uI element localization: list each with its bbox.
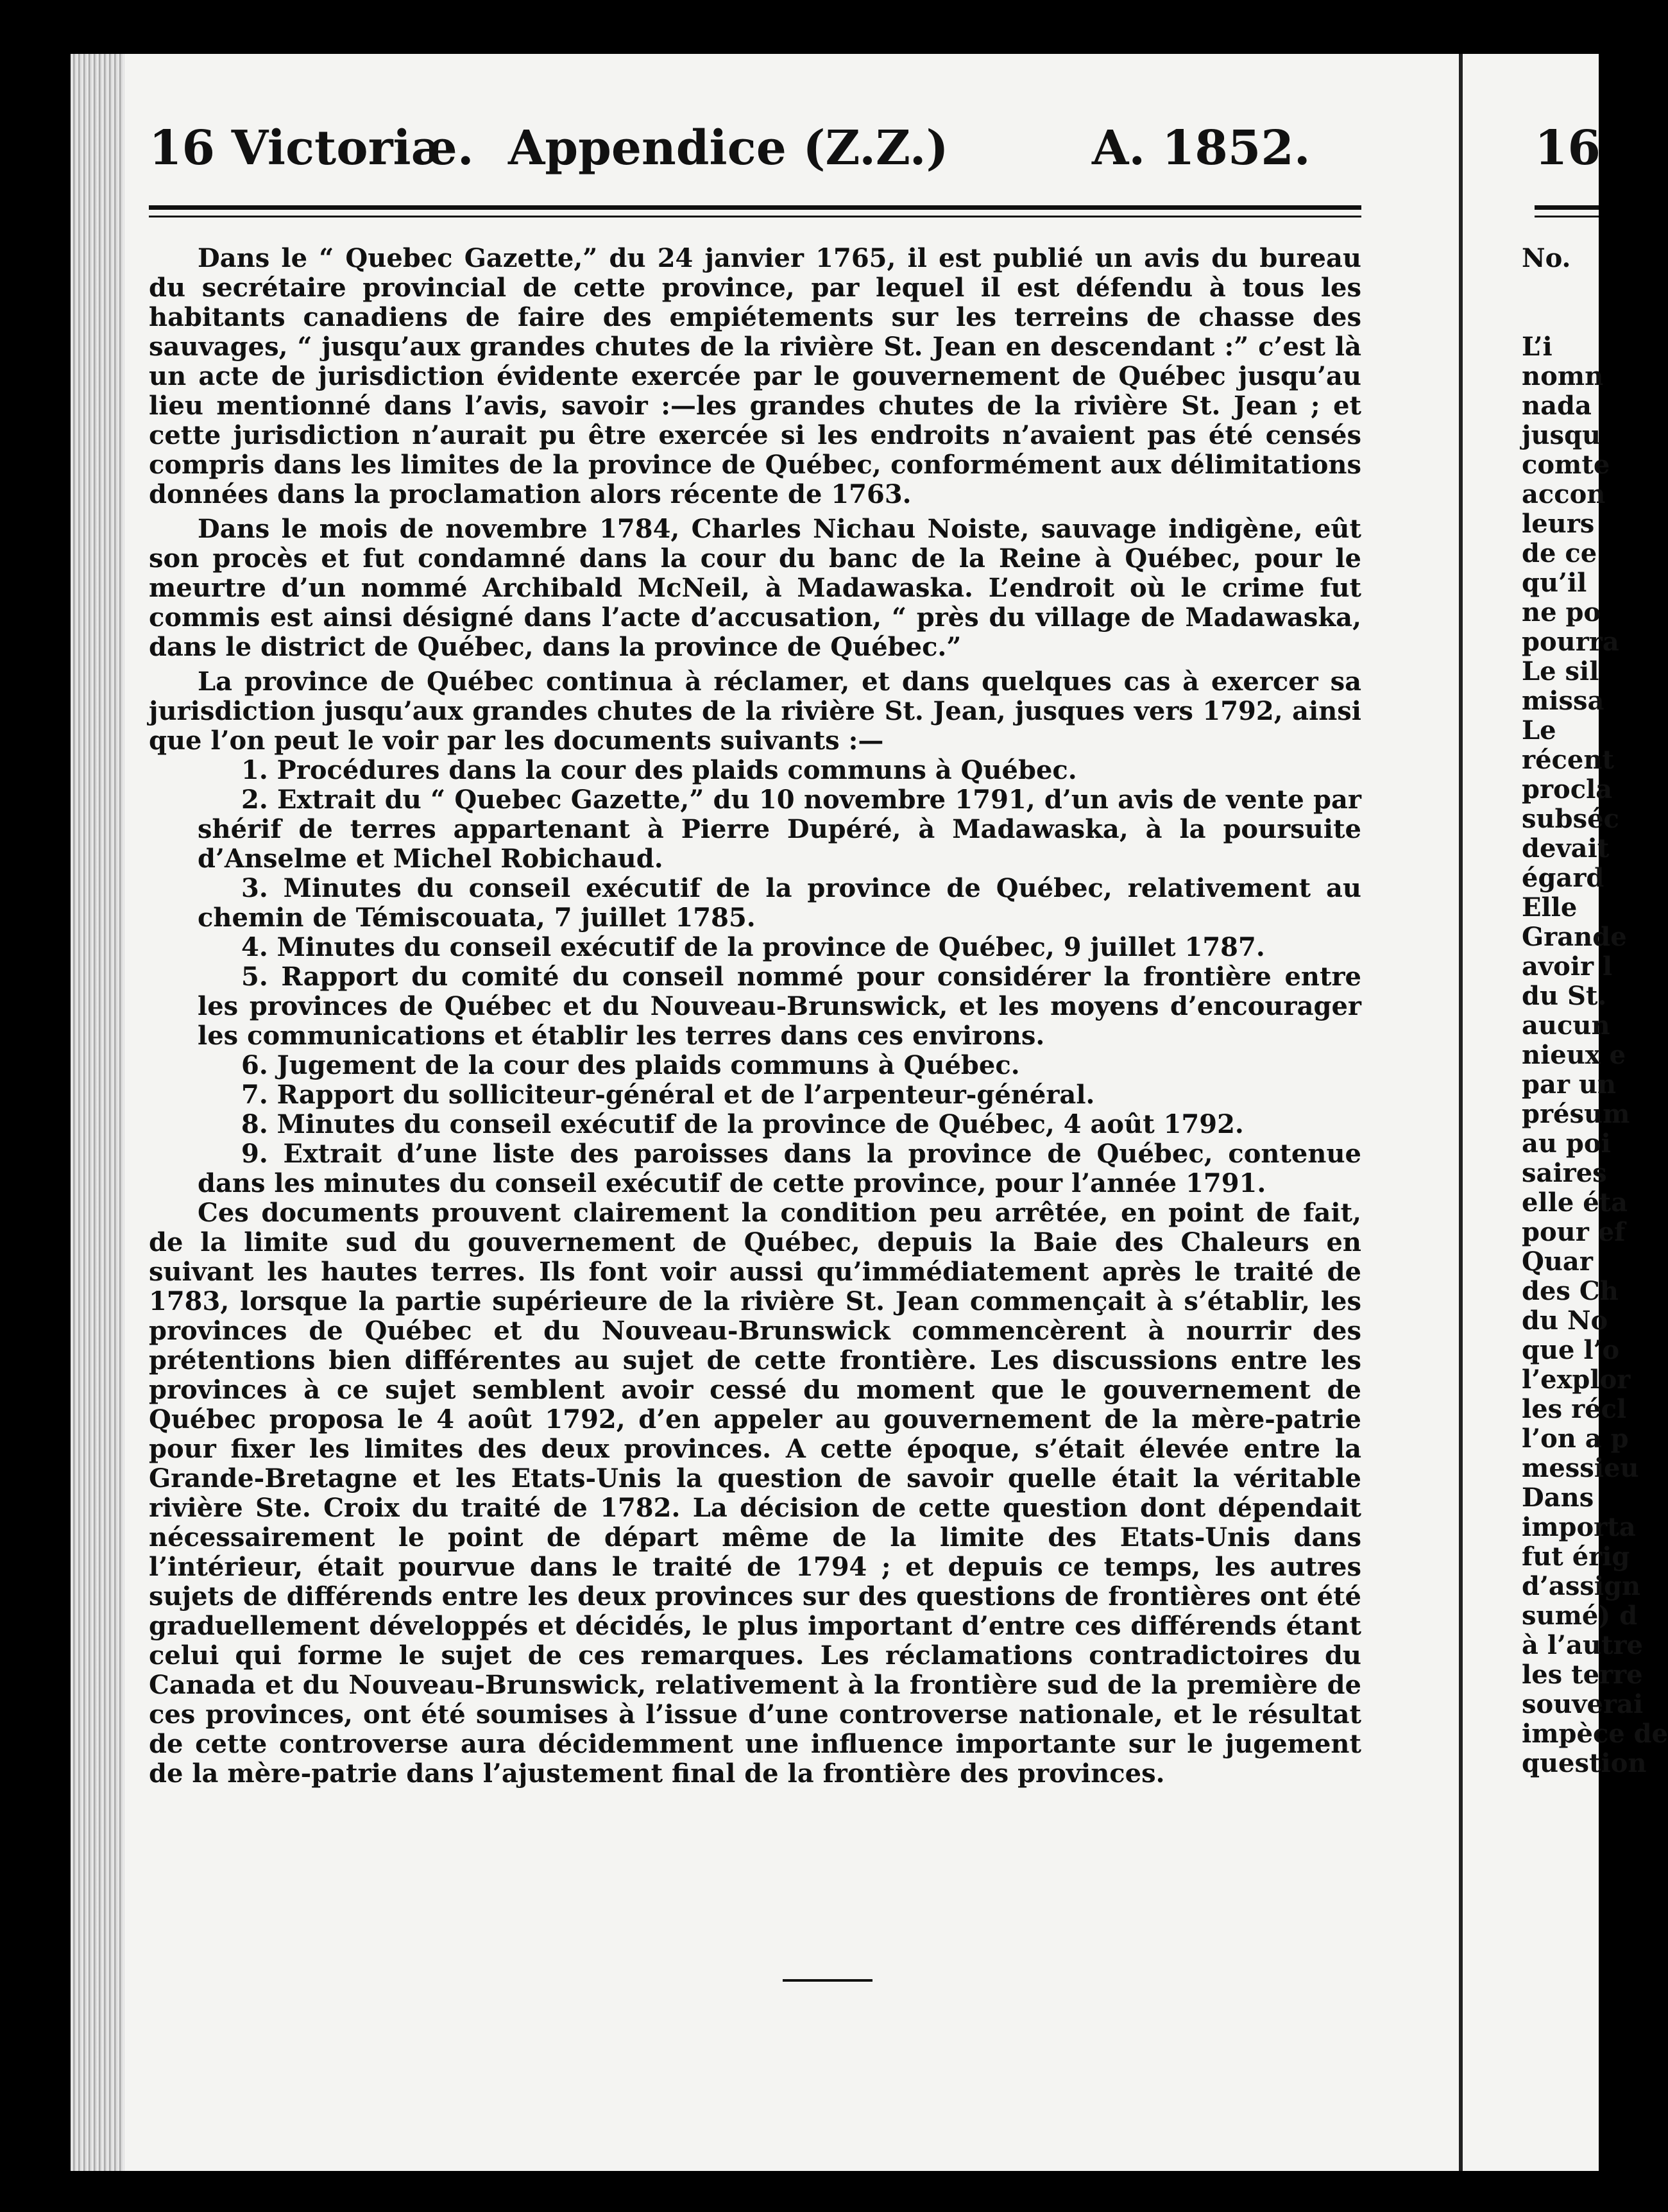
adjacent-line: ne po	[1522, 597, 1601, 627]
adjacent-line: question	[1522, 1748, 1647, 1778]
adjacent-page-header: 16	[1535, 121, 1601, 176]
adjacent-line: Le sil	[1522, 656, 1599, 686]
adjacent-line: Quar	[1522, 1246, 1593, 1277]
header-left: 16 Victoriæ.	[149, 121, 474, 176]
list-item: 9. Extrait d’une liste des paroisses dans la province de Québec, contenue dans les minutes du conseil exécutif de cette province, pour l’année 1791.	[198, 1139, 1361, 1198]
adjacent-line: procla	[1522, 774, 1613, 804]
header-right: A. 1852.	[1092, 121, 1311, 176]
list-item: 8. Minutes du conseil exécutif de la province de Québec, 4 août 1792.	[241, 1109, 1244, 1139]
adjacent-header-rule-thin	[1535, 216, 1599, 217]
adjacent-line: fut érig	[1522, 1542, 1630, 1572]
adjacent-line: l’explor	[1522, 1365, 1631, 1395]
adjacent-line	[1522, 273, 1650, 303]
adjacent-line: jusqu	[1522, 420, 1601, 450]
adjacent-line: les terre	[1522, 1660, 1643, 1690]
adjacent-line: missa	[1522, 686, 1604, 716]
adjacent-line: Dans	[1522, 1483, 1594, 1513]
paragraph: Dans le “ Quebec Gazette,” du 24 janvier 1765, il est publié un avis du bureau du secrétaire provincial de cette province, par lequel il est défendu à tous les habitants canadiens de faire des empiétements sur les terreins de chasse des sauvages, “ jusqu’aux grandes chutes de la rivière St. Jean en descendant :” c’est là un acte de jurisdiction évidente exercée par le gouvernement de Québec jusqu’au lieu mentionné dans l’avis, savoir :—les grandes chutes de la rivière St. Jean ; et cette jurisdiction n’aurait pu être exercée si les endroits n’avaient pas été censés compris dans les limites de la province de Québec, conformément aux délimitations données dans la proclamation alors récente de 1763.	[149, 243, 1361, 509]
adjacent-line: subséc	[1522, 804, 1619, 834]
list-item: 4. Minutes du conseil exécutif de la province de Québec, 9 juillet 1787.	[241, 932, 1265, 962]
adjacent-line: pourra	[1522, 627, 1619, 657]
adjacent-line: du No	[1522, 1306, 1608, 1336]
adjacent-line: importa	[1522, 1512, 1636, 1542]
adjacent-line: Le	[1522, 715, 1556, 745]
list-item: 7. Rapport du solliciteur-général et de l’arpenteur-général.	[241, 1080, 1095, 1110]
list-item: 5. Rapport du comité du conseil nommé pour considérer la frontière entre les provinces de Québec et du Nouveau-Brunswick, et les moyens d’encourager les communications et établir les terres dans ces environs.	[198, 962, 1361, 1051]
adjacent-line: accon	[1522, 479, 1606, 509]
list-item: 1. Procédures dans la cour des plaids communs à Québec.	[241, 755, 1077, 785]
adjacent-line: elle éta	[1522, 1187, 1628, 1218]
header-center: Appendice (Z.Z.)	[508, 121, 949, 176]
adjacent-line: impèce de	[1522, 1719, 1668, 1749]
page-header	[149, 113, 1368, 183]
adjacent-line: nieux e	[1522, 1040, 1626, 1070]
header-rule	[149, 205, 1361, 210]
adjacent-line: aucun	[1522, 1010, 1610, 1041]
paragraph: Ces documents prouvent clairement la condition peu arrêtée, en point de fait, de la limite sud du gouvernement de Québec, depuis la Baie des Chaleurs en suivant les hautes terres. Ils font voir aussi qu’immédiatement après le traité de 1783, lorsque la partie supérieure de la rivière St. Jean commençait à s’établir, les provinces de Québec et du Nouveau-Brunswick commencèrent à nourrir des prétentions bien différentes au sujet de cette frontière. Les discussions entre les provinces à ce sujet semblent avoir cessé du moment que le gouvernement de Québec proposa le 4 août 1792, d’en appeler au gouvernement de la mère-patrie pour fixer les limites des deux provinces. A cette époque, s’était élevée entre la Grande-Bretagne et les Etats-Unis la question de savoir quelle était la véritable rivière Ste. Croix du traité de 1782. La décision de cette question dont dépendait nécessairement le point de départ même de la limite des Etats-Unis dans l’intérieur, était pourvue dans le traité de 1794 ; et depuis ce temps, les autres sujets de différends entre les deux provinces sur des questions de frontières ont été graduellement développés et décidés, le plus important d’entre ces différends étant celui qui forme le sujet de ces remarques. Les réclamations contradictoires du Canada et du Nouveau-Brunswick, relativement à la frontière sud de la première de ces provinces, ont été soumises à l’issue d’une controverse nationale, et le résultat de cette controverse aura décidemment une influence importante sur le jugement de la mère-patrie dans l’ajustement final de la frontière des provinces.	[149, 1198, 1361, 1789]
adjacent-line: présum	[1522, 1099, 1630, 1129]
end-rule	[783, 1979, 872, 1982]
adjacent-line: nomn	[1522, 361, 1604, 391]
list-item: 3. Minutes du conseil exécutif de la province de Québec, relativement au chemin de Témiscouata, 7 juillet 1785.	[198, 873, 1361, 933]
adjacent-line: à l’autre	[1522, 1630, 1643, 1660]
adjacent-line: d’assign	[1522, 1571, 1641, 1601]
header-rule-thin	[149, 216, 1361, 217]
adjacent-line: devait	[1522, 833, 1610, 864]
paragraph: La province de Québec continua à réclamer, et dans quelques cas à exercer sa jurisdiction jusqu’aux grandes chutes de la rivière St. Jean, jusques vers 1792, ainsi que l’on peut le voir par les documents suivants :—	[149, 667, 1361, 756]
adjacent-line: récent	[1522, 745, 1614, 775]
adjacent-line: nada	[1522, 391, 1592, 421]
adjacent-line: des Ch	[1522, 1276, 1619, 1306]
adjacent-line: au poi	[1522, 1128, 1611, 1159]
adjacent-line: les récl	[1522, 1394, 1627, 1424]
adjacent-line: avoir l	[1522, 951, 1613, 982]
book-gutter	[71, 54, 124, 2171]
adjacent-line: qu’il	[1522, 568, 1587, 598]
adjacent-line: pour ef	[1522, 1217, 1626, 1247]
adjacent-line: par un	[1522, 1069, 1617, 1100]
adjacent-line: No.	[1522, 243, 1571, 273]
adjacent-line: saires	[1522, 1158, 1607, 1188]
adjacent-line: souverai	[1522, 1689, 1644, 1719]
main-text	[149, 244, 1361, 1794]
adjacent-line: comte	[1522, 450, 1610, 480]
adjacent-line: égard	[1522, 863, 1604, 893]
adjacent-page-text	[1522, 243, 1668, 1778]
adjacent-line: L’i	[1522, 332, 1553, 362]
adjacent-line: leurs	[1522, 509, 1595, 539]
adjacent-line: que l’o	[1522, 1335, 1620, 1365]
adjacent-header-rule	[1535, 205, 1599, 210]
adjacent-line: l’on a p	[1522, 1424, 1629, 1454]
adjacent-line: sumé) d	[1522, 1601, 1638, 1631]
list-item: 2. Extrait du “ Quebec Gazette,” du 10 novembre 1791, d’un avis de vente par shérif de terres appartenant à Pierre Dupéré, à Madawaska, à la poursuite d’Anselme et Michel Robichaud.	[198, 785, 1361, 874]
adjacent-line	[1522, 303, 1650, 332]
adjacent-line: messieu	[1522, 1453, 1639, 1483]
paragraph: Dans le mois de novembre 1784, Charles Nichau Noiste, sauvage indigène, eût son procès et fut condamné dans la cour du banc de la Reine à Québec, pour le meurtre d’un nommé Archibald McNeil, à Madawaska. L’endroit où le crime fut commis est ainsi désigné dans l’acte d’accusation, “ près du village de Madawaska, dans le district de Québec, dans la province de Québec.”	[149, 514, 1361, 662]
adjacent-line: du St.	[1522, 981, 1607, 1011]
list-item: 6. Jugement de la cour des plaids communs à Québec.	[241, 1050, 1020, 1080]
adjacent-line: Elle	[1522, 892, 1578, 923]
adjacent-line: de ce	[1522, 538, 1597, 568]
adjacent-line: Grande	[1522, 922, 1627, 952]
